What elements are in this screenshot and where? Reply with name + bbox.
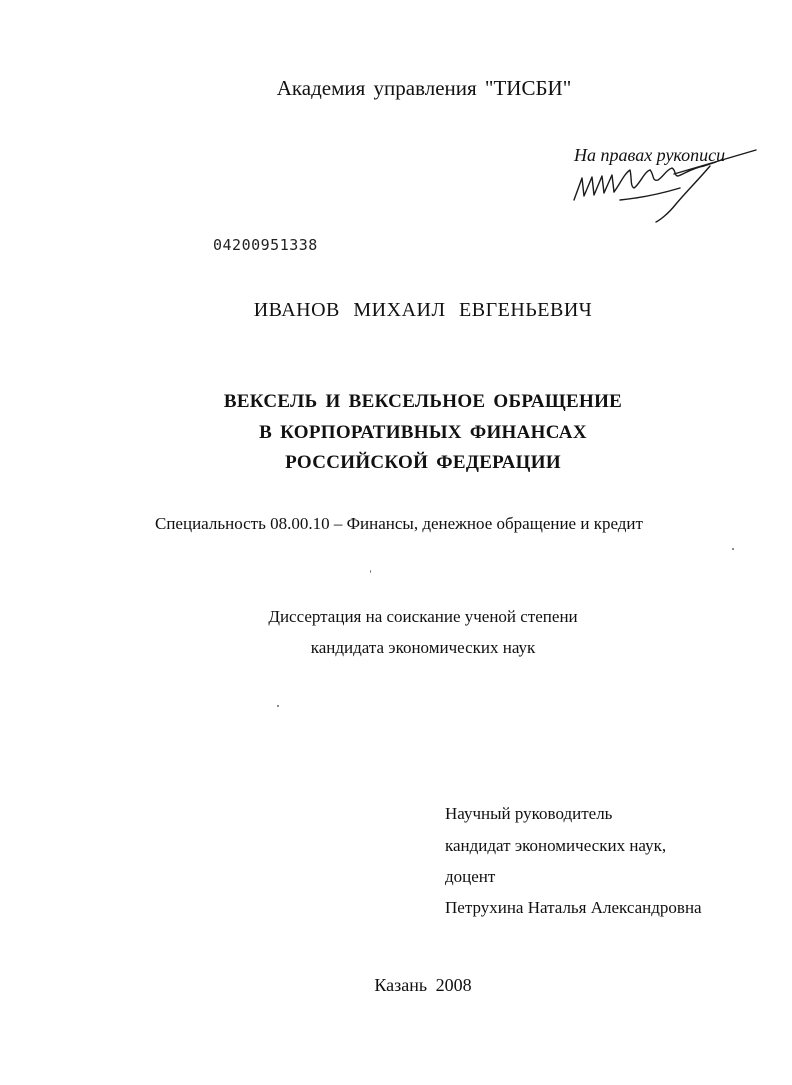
- dissertation-line-2: кандидата экономических наук: [310, 638, 536, 657]
- advisor-role: Научный руководитель: [445, 804, 613, 823]
- title-line-2: В КОРПОРАТИВНЫХ ФИНАНСАХ: [259, 422, 587, 443]
- manuscript-note: На правах рукописи: [574, 145, 726, 165]
- scan-speck: [277, 705, 279, 707]
- document-id: 04200951338: [213, 236, 318, 254]
- advisor-title: доцент: [445, 867, 496, 886]
- handwritten-signature: [560, 144, 760, 228]
- scan-speck: [732, 548, 734, 550]
- advisor-name: Петрухина Наталья Александровна: [445, 898, 702, 917]
- dissertation-line-1: Диссертация на соискание ученой степени: [268, 607, 578, 626]
- title-line-1: ВЕКСЕЛЬ И ВЕКСЕЛЬНОЕ ОБРАЩЕНИЕ: [223, 391, 623, 412]
- title-line-3: РОССИЙСКОЙ ФЕДЕРАЦИИ: [285, 452, 561, 473]
- specialty-line: Специальность 08.00.10 – Финансы, денежное обращение и кредит: [155, 514, 643, 533]
- author-name: ИВАНОВ МИХАИЛ ЕВГЕНЬЕВИЧ: [253, 299, 593, 321]
- scan-speck: [370, 570, 371, 573]
- city-year: Казань 2008: [374, 975, 472, 995]
- institution-name: Академия управления "ТИСБИ": [276, 76, 572, 100]
- advisor-degree: кандидат экономических наук,: [445, 836, 667, 855]
